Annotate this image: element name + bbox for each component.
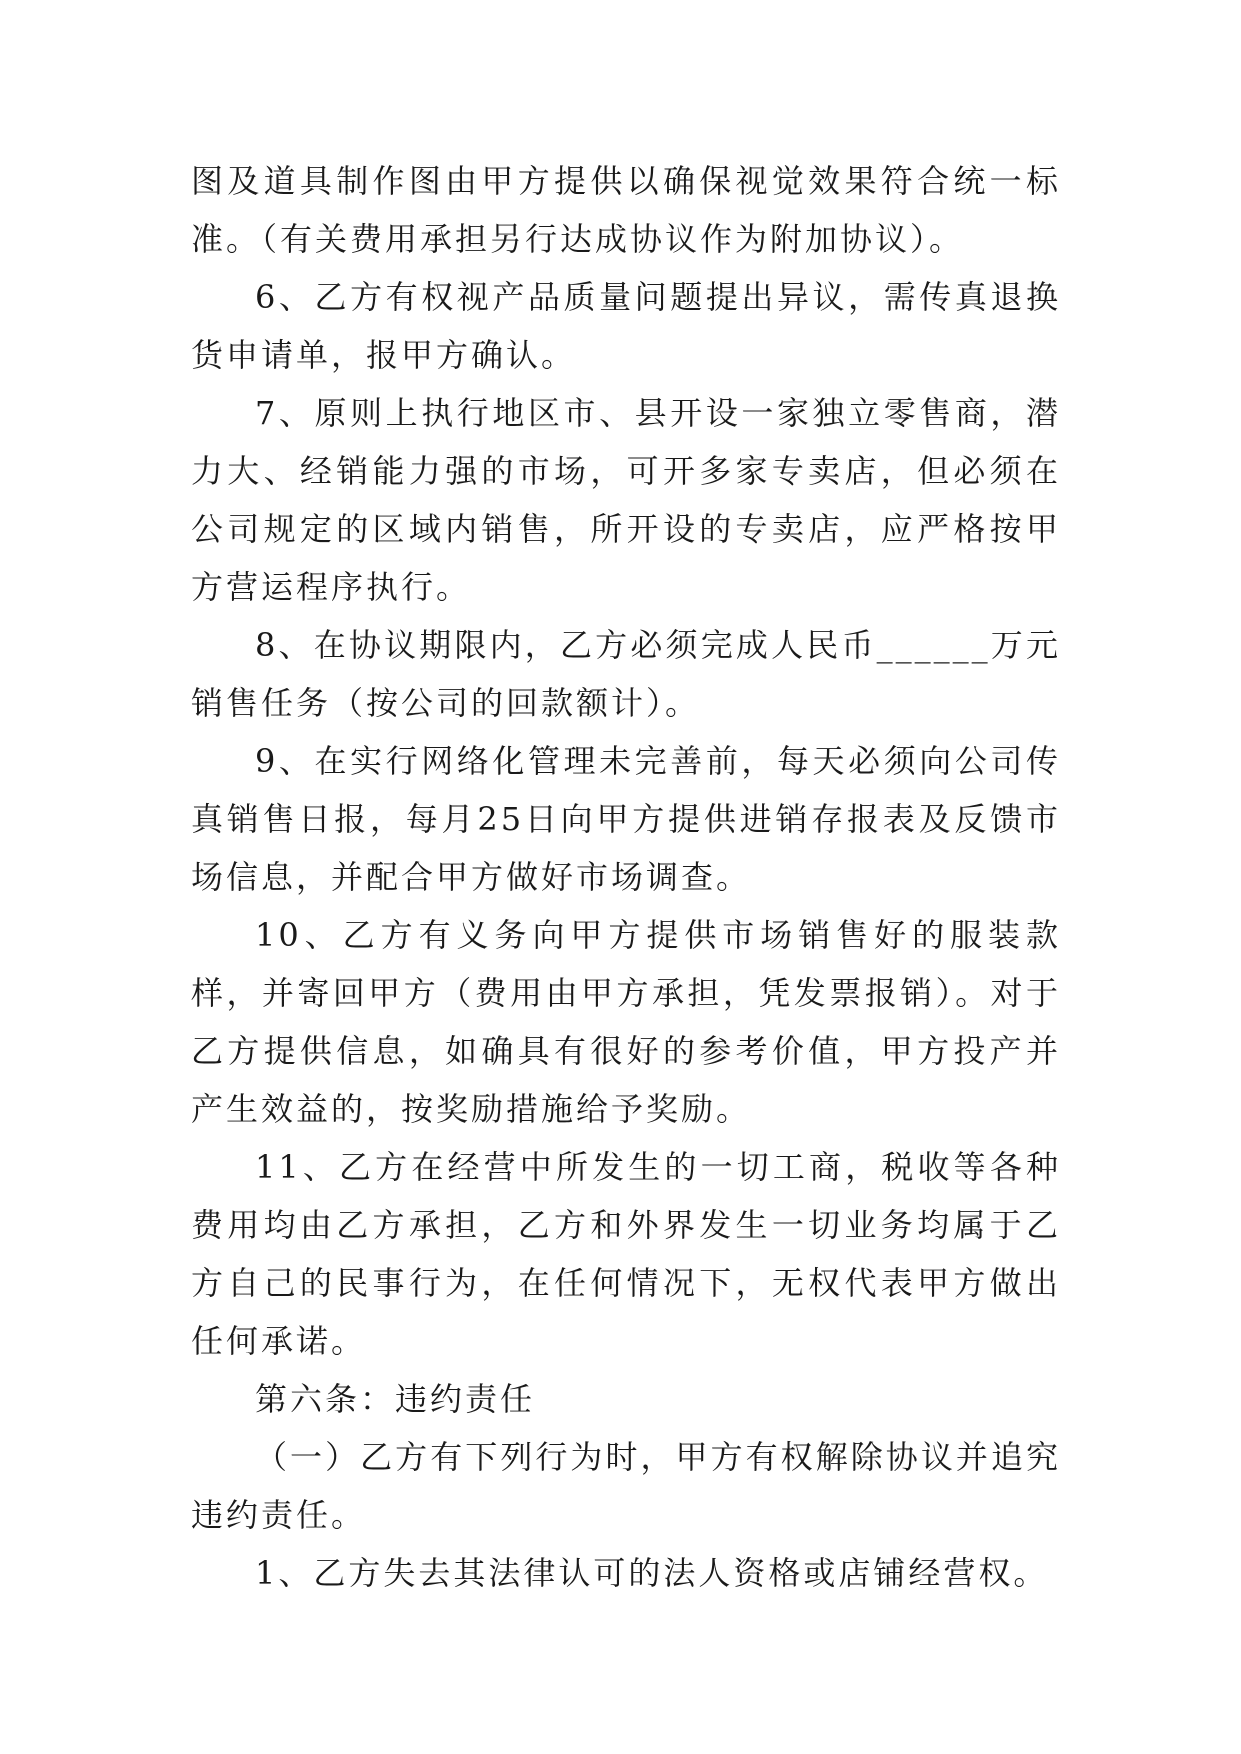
paragraph-clause-11: 11、乙方在经营中所发生的一切工商，税收等各种费用均由乙方承担，乙方和外界发生一切业务均属于乙方自己的民事行为，在任何情况下，无权代表甲方做出任何承诺。: [191, 1148, 1061, 1360]
document-page: [191, 152, 1061, 1602]
paragraph-item-1: 1、乙方失去其法律认可的法人资格或店铺经营权。: [255, 1554, 1049, 1592]
paragraph-clause-10: 10、乙方有义务向甲方提供市场销售好的服装款样，并寄回甲方（费用由甲方承担，凭发票报销）。对于乙方提供信息，如确具有很好的参考价值，甲方投产并产生效益的，按奖励措施给予奖励。: [191, 916, 1061, 1128]
paragraph-subsection-1: （一）乙方有下列行为时，甲方有权解除协议并追究违约责任。: [191, 1438, 1061, 1534]
paragraph-continuation: 图及道具制作图由甲方提供以确保视觉效果符合统一标准。（有关费用承担另行达成协议作为附加协议）。: [191, 162, 1061, 258]
paragraph-clause-9: 9、在实行网络化管理未完善前，每天必须向公司传真销售日报，每月25日向甲方提供进销存报表及反馈市场信息，并配合甲方做好市场调查。: [191, 742, 1061, 896]
section-heading-article-6: 第六条：违约责任: [255, 1380, 536, 1418]
paragraph-clause-6: 6、乙方有权视产品质量问题提出异议，需传真退换货申请单，报甲方确认。: [191, 278, 1061, 374]
paragraph-clause-8: 8、在协议期限内，乙方必须完成人民币______万元销售任务（按公司的回款额计）。: [191, 626, 1061, 722]
paragraph-clause-7: 7、原则上执行地区市、县开设一家独立零售商，潜力大、经销能力强的市场，可开多家专卖店，但必须在公司规定的区域内销售，所开设的专卖店，应严格按甲方营运程序执行。: [191, 394, 1061, 606]
